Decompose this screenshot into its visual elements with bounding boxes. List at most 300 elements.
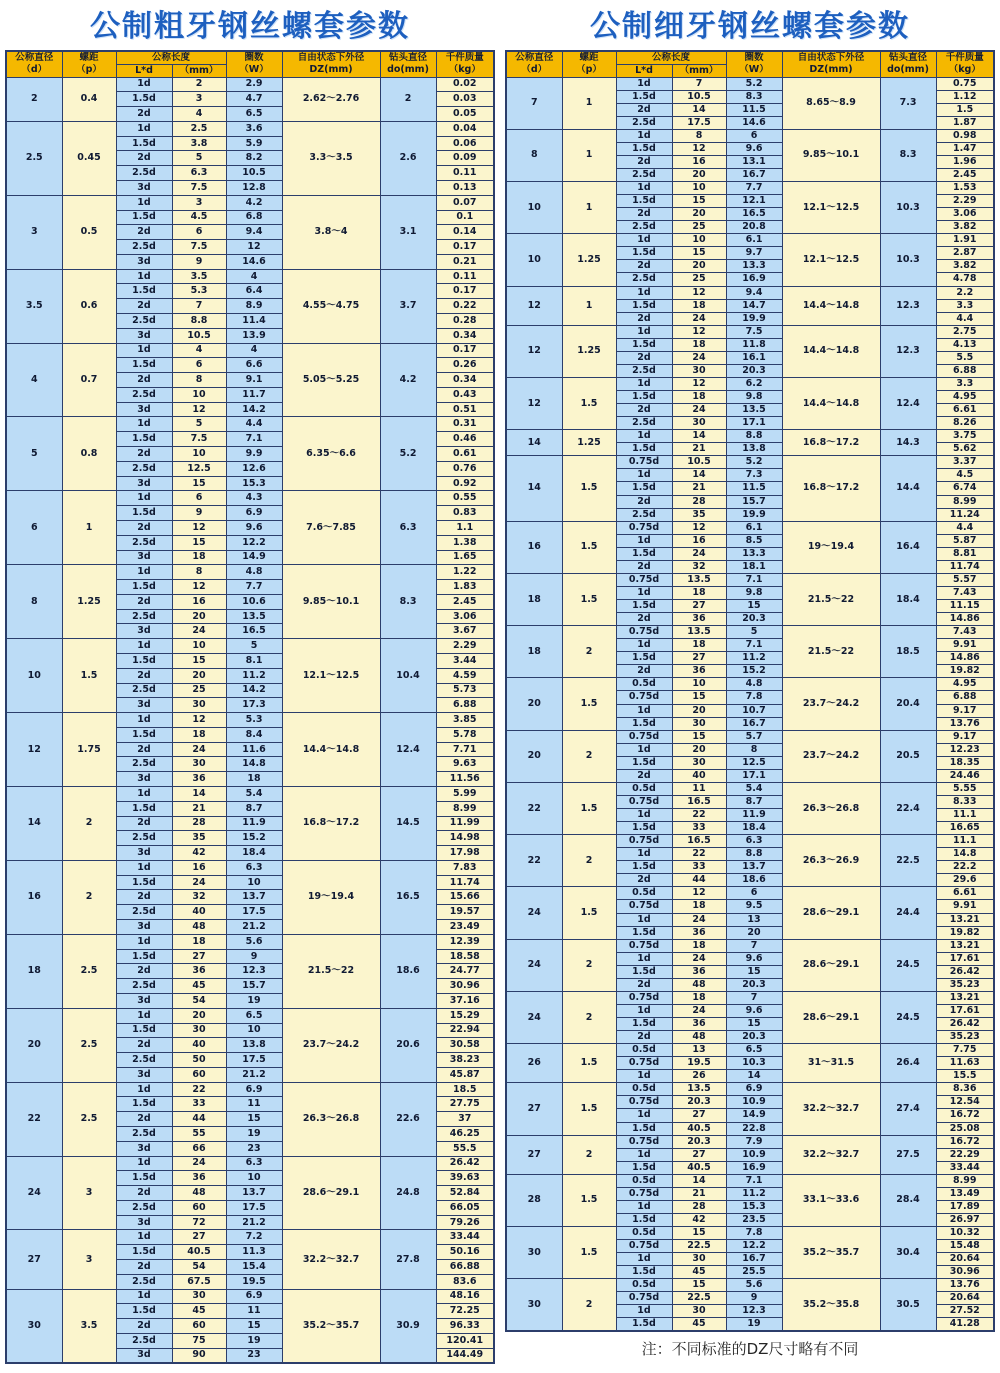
cell-free-outer-diameter: 31～31.5: [782, 1044, 880, 1083]
cell-length-ratio: 0.75d: [616, 1135, 672, 1148]
cell-nominal-diameter: 10: [6, 639, 62, 713]
cell-mass-per-1000: 0.02: [436, 77, 494, 92]
cell-mass-per-1000: 6.88: [936, 691, 994, 704]
cell-length-mm: 36: [172, 1171, 226, 1186]
cell-length-mm: 44: [672, 874, 726, 887]
cell-mass-per-1000: 11.99: [436, 816, 494, 831]
cell-coils: 9.6: [726, 952, 782, 965]
cell-length-mm: 18: [672, 299, 726, 312]
cell-length-ratio: 3d: [116, 254, 172, 269]
cell-length-mm: 10: [672, 234, 726, 247]
cell-mass-per-1000: 8.99: [936, 1174, 994, 1187]
cell-length-ratio: 2.5d: [116, 609, 172, 624]
cell-free-outer-diameter: 16.8～17.2: [782, 456, 880, 521]
col-header-coils: 圈数: [726, 51, 782, 64]
cell-mass-per-1000: 5.78: [436, 727, 494, 742]
cell-mass-per-1000: 27.52: [936, 1305, 994, 1318]
cell-length-mm: 15: [172, 476, 226, 491]
cell-length-mm: 12: [172, 520, 226, 535]
table-row: [506, 1083, 994, 1096]
col-header-drill-diameter: 钻头直径: [380, 51, 436, 64]
cell-length-ratio: 2d: [616, 208, 672, 221]
cell-drill-diameter: 12.3: [880, 325, 936, 377]
table-row: [6, 195, 494, 210]
table-row: [6, 1008, 494, 1023]
cell-mass-per-1000: 79.26: [436, 1215, 494, 1230]
cell-drill-diameter: 24.8: [380, 1156, 436, 1230]
table-row: [506, 521, 994, 534]
cell-length-ratio: 1.5d: [116, 1023, 172, 1038]
col-subheader-kg: （kg）: [436, 64, 494, 77]
cell-length-ratio: 0.5d: [616, 678, 672, 691]
cell-length-mm: 15: [672, 730, 726, 743]
cell-length-mm: 13.5: [672, 1083, 726, 1096]
cell-length-mm: 14: [672, 430, 726, 443]
cell-length-mm: 21: [672, 443, 726, 456]
cell-length-mm: 25: [672, 221, 726, 234]
cell-mass-per-1000: 2.29: [436, 639, 494, 654]
col-header-mass-per-1000: 千件质量: [936, 51, 994, 64]
cell-drill-diameter: 16.5: [380, 860, 436, 934]
table-row: [6, 77, 494, 92]
cell-coils: 7.1: [726, 1174, 782, 1187]
cell-drill-diameter: 24.4: [880, 887, 936, 939]
cell-drill-diameter: 22.5: [880, 835, 936, 887]
cell-coils: 6.5: [226, 1008, 282, 1023]
cell-mass-per-1000: 0.17: [436, 343, 494, 358]
cell-mass-per-1000: 41.28: [936, 1318, 994, 1331]
cell-length-ratio: 1.5d: [116, 949, 172, 964]
cell-drill-diameter: 10.4: [380, 639, 436, 713]
cell-coils: 7.5: [726, 325, 782, 338]
cell-length-ratio: 1d: [116, 77, 172, 92]
cell-mass-per-1000: 3.3: [936, 377, 994, 390]
col-subheader-p: （p）: [62, 64, 116, 77]
cell-coils: 15: [726, 600, 782, 613]
cell-length-ratio: 1d: [616, 129, 672, 142]
col-subheader-p: （p）: [562, 64, 616, 77]
cell-coils: 7: [726, 939, 782, 952]
cell-length-mm: 13: [672, 1044, 726, 1057]
cell-drill-diameter: 7.3: [880, 77, 936, 129]
cell-length-ratio: 1d: [616, 234, 672, 247]
cell-mass-per-1000: 6.61: [936, 887, 994, 900]
cell-length-mm: 14: [672, 103, 726, 116]
cell-length-ratio: 0.5d: [616, 1227, 672, 1240]
cell-coils: 11.3: [226, 1245, 282, 1260]
table-row: [6, 787, 494, 802]
cell-length-mm: 36: [672, 1018, 726, 1031]
cell-length-mm: 15: [672, 247, 726, 260]
cell-length-mm: 21: [672, 482, 726, 495]
cell-length-mm: 60: [172, 1200, 226, 1215]
cell-mass-per-1000: 19.82: [936, 926, 994, 939]
cell-length-ratio: 0.5d: [616, 782, 672, 795]
cell-length-mm: 33: [672, 861, 726, 874]
cell-coils: 7.9: [726, 1135, 782, 1148]
cell-length-mm: 24: [672, 351, 726, 364]
cell-coils: 22.8: [726, 1122, 782, 1135]
cell-coils: 16.9: [726, 273, 782, 286]
cell-coils: 16.9: [726, 1161, 782, 1174]
cell-pitch: 2: [562, 626, 616, 678]
cell-length-mm: 27: [172, 1230, 226, 1245]
cell-mass-per-1000: 1.91: [936, 234, 994, 247]
cell-coils: 7.8: [726, 691, 782, 704]
cell-length-ratio: 1d: [116, 1156, 172, 1171]
cell-coils: 10.7: [726, 704, 782, 717]
table-row: [506, 730, 994, 743]
cell-coils: 9.8: [726, 586, 782, 599]
cell-mass-per-1000: 4.4: [936, 521, 994, 534]
cell-mass-per-1000: 0.43: [436, 387, 494, 402]
cell-mass-per-1000: 0.17: [436, 240, 494, 255]
cell-pitch: 1.5: [62, 639, 116, 713]
cell-nominal-diameter: 16: [6, 860, 62, 934]
cell-length-mm: 26: [672, 1070, 726, 1083]
cell-mass-per-1000: 8.33: [936, 795, 994, 808]
cell-coils: 8.4: [226, 727, 282, 742]
cell-mass-per-1000: 48.16: [436, 1289, 494, 1304]
cell-length-mm: 27: [672, 600, 726, 613]
fine-thread-panel: [500, 0, 1000, 1373]
cell-mass-per-1000: 17.98: [436, 846, 494, 861]
cell-length-ratio: 0.75d: [616, 626, 672, 639]
cell-length-ratio: 1d: [616, 809, 672, 822]
cell-coils: 20.3: [726, 978, 782, 991]
cell-mass-per-1000: 23.49: [436, 920, 494, 935]
cell-length-ratio: 2d: [616, 103, 672, 116]
cell-coils: 6.9: [226, 1082, 282, 1097]
cell-length-mm: 20: [672, 168, 726, 181]
cell-length-ratio: 0.5d: [616, 1044, 672, 1057]
cell-drill-diameter: 2: [380, 77, 436, 121]
cell-length-ratio: 1.5d: [116, 1245, 172, 1260]
cell-coils: 6.1: [726, 234, 782, 247]
cell-coils: 6.9: [226, 1289, 282, 1304]
cell-length-mm: 18: [672, 939, 726, 952]
cell-coils: 11.6: [226, 742, 282, 757]
cell-drill-diameter: 30.5: [880, 1279, 936, 1331]
cell-length-mm: 27: [672, 1109, 726, 1122]
cell-length-ratio: 2d: [116, 668, 172, 683]
table-row: [6, 934, 494, 949]
cell-coils: 15.2: [226, 831, 282, 846]
cell-length-ratio: 1.5d: [116, 92, 172, 107]
cell-pitch: 0.45: [62, 121, 116, 195]
cell-coils: 17.5: [226, 1200, 282, 1215]
cell-length-ratio: 2d: [116, 742, 172, 757]
cell-nominal-diameter: 12: [6, 713, 62, 787]
cell-mass-per-1000: 25.08: [936, 1122, 994, 1135]
cell-mass-per-1000: 3.06: [436, 609, 494, 624]
cell-mass-per-1000: 0.07: [436, 195, 494, 210]
cell-nominal-diameter: 18: [6, 934, 62, 1008]
cell-coils: 14: [726, 1070, 782, 1083]
cell-mass-per-1000: 9.17: [936, 704, 994, 717]
cell-length-mm: 24: [172, 624, 226, 639]
cell-length-ratio: 2.5d: [116, 683, 172, 698]
cell-length-mm: 9: [172, 254, 226, 269]
table-row: [506, 325, 994, 338]
cell-length-ratio: 2d: [116, 1319, 172, 1334]
cell-length-ratio: 1d: [616, 430, 672, 443]
cell-coils: 23.5: [726, 1213, 782, 1226]
cell-mass-per-1000: 1.12: [936, 90, 994, 103]
cell-length-ratio: 2.5d: [116, 461, 172, 476]
col-header-nominal-length: 公称长度: [116, 51, 226, 64]
cell-length-mm: 2.5: [172, 121, 226, 136]
cell-mass-per-1000: 0.46: [436, 432, 494, 447]
cell-length-mm: 13.5: [672, 573, 726, 586]
cell-length-ratio: 1.5d: [116, 801, 172, 816]
cell-length-mm: 33: [172, 1097, 226, 1112]
cell-drill-diameter: 10.3: [880, 182, 936, 234]
cell-coils: 12.8: [226, 180, 282, 195]
cell-length-mm: 30: [672, 756, 726, 769]
cell-length-ratio: 1.5d: [116, 875, 172, 890]
cell-coils: 6.1: [726, 521, 782, 534]
cell-length-ratio: 2d: [116, 225, 172, 240]
cell-coils: 7.2: [226, 1230, 282, 1245]
cell-length-mm: 54: [172, 1260, 226, 1275]
cell-length-ratio: 1d: [116, 1289, 172, 1304]
cell-length-mm: 12: [672, 377, 726, 390]
cell-coils: 15.7: [726, 495, 782, 508]
cell-length-ratio: 0.75d: [616, 1057, 672, 1070]
cell-coils: 15.3: [726, 1200, 782, 1213]
table-row: [506, 1227, 994, 1240]
cell-length-mm: 21: [672, 1187, 726, 1200]
cell-mass-per-1000: 8.99: [436, 801, 494, 816]
cell-nominal-diameter: 24: [506, 939, 562, 991]
cell-mass-per-1000: 30.96: [436, 979, 494, 994]
cell-length-ratio: 1d: [116, 787, 172, 802]
cell-length-ratio: 0.75d: [616, 1240, 672, 1253]
cell-length-mm: 20: [672, 743, 726, 756]
cell-mass-per-1000: 20.64: [936, 1292, 994, 1305]
cell-coils: 19.9: [726, 312, 782, 325]
cell-mass-per-1000: 12.39: [436, 934, 494, 949]
coarse-table-title: 公制粗牙钢丝螺套参数: [90, 9, 410, 44]
cell-pitch: 2: [562, 1279, 616, 1331]
table-row: [506, 182, 994, 195]
cell-coils: 19: [226, 1126, 282, 1141]
cell-nominal-diameter: 24: [506, 991, 562, 1043]
cell-mass-per-1000: 0.11: [436, 166, 494, 181]
cell-nominal-diameter: 8: [6, 565, 62, 639]
cell-mass-per-1000: 3.3: [936, 299, 994, 312]
cell-free-outer-diameter: 28.6～29.1: [282, 1156, 380, 1230]
cell-pitch: 2: [62, 860, 116, 934]
cell-length-mm: 55: [172, 1126, 226, 1141]
cell-mass-per-1000: 4.59: [436, 668, 494, 683]
cell-length-ratio: 2.5d: [616, 508, 672, 521]
cell-length-ratio: 2.5d: [616, 116, 672, 129]
cell-length-mm: 13.5: [672, 626, 726, 639]
cell-free-outer-diameter: 28.6～29.1: [782, 939, 880, 991]
cell-coils: 4.4: [226, 417, 282, 432]
cell-length-mm: 28: [672, 495, 726, 508]
cell-length-mm: 48: [672, 1031, 726, 1044]
cell-length-ratio: 3d: [116, 1141, 172, 1156]
cell-length-mm: 20: [172, 609, 226, 624]
cell-length-ratio: 1d: [116, 121, 172, 136]
cell-nominal-diameter: 27: [506, 1083, 562, 1135]
cell-length-ratio: 1d: [116, 639, 172, 654]
cell-coils: 11.2: [726, 652, 782, 665]
cell-length-ratio: 1.5d: [616, 547, 672, 560]
cell-mass-per-1000: 66.88: [436, 1260, 494, 1275]
cell-mass-per-1000: 24.77: [436, 964, 494, 979]
cell-length-ratio: 1d: [616, 182, 672, 195]
cell-coils: 15.7: [226, 979, 282, 994]
table-row: [6, 565, 494, 580]
cell-length-ratio: 1d: [116, 1230, 172, 1245]
table-row: [506, 377, 994, 390]
cell-nominal-diameter: 22: [506, 835, 562, 887]
cell-length-mm: 4: [172, 343, 226, 358]
col-header-mass-per-1000: 千件质量: [436, 51, 494, 64]
cell-nominal-diameter: 10: [506, 182, 562, 234]
cell-length-mm: 7: [172, 299, 226, 314]
cell-length-mm: 24: [172, 875, 226, 890]
cell-length-ratio: 3d: [116, 180, 172, 195]
cell-pitch: 3: [62, 1156, 116, 1230]
cell-mass-per-1000: 22.2: [936, 861, 994, 874]
col-header-free-outer-diameter: 自由状态下外径: [782, 51, 880, 64]
cell-length-mm: 30: [672, 417, 726, 430]
cell-length-ratio: 1.5d: [616, 1266, 672, 1279]
cell-length-ratio: 1d: [616, 1305, 672, 1318]
cell-length-mm: 35: [172, 831, 226, 846]
cell-coils: 7.1: [726, 639, 782, 652]
cell-mass-per-1000: 6.74: [936, 482, 994, 495]
cell-length-mm: 24: [672, 952, 726, 965]
cell-length-mm: 12: [172, 580, 226, 595]
cell-nominal-diameter: 2.5: [6, 121, 62, 195]
cell-mass-per-1000: 3.85: [436, 713, 494, 728]
table-row: [6, 1230, 494, 1245]
cell-mass-per-1000: 7.83: [436, 860, 494, 875]
cell-coils: 17.1: [726, 417, 782, 430]
cell-length-mm: 54: [172, 993, 226, 1008]
cell-length-ratio: 2d: [616, 665, 672, 678]
cell-length-mm: 25: [172, 683, 226, 698]
cell-length-mm: 18: [672, 586, 726, 599]
cell-coils: 5.2: [726, 77, 782, 90]
cell-length-ratio: 2d: [116, 1038, 172, 1053]
cell-length-ratio: 1d: [616, 1004, 672, 1017]
cell-length-mm: 10.5: [672, 90, 726, 103]
cell-mass-per-1000: 1.5: [936, 103, 994, 116]
cell-length-ratio: 3d: [116, 624, 172, 639]
cell-drill-diameter: 12.4: [880, 377, 936, 429]
cell-length-ratio: 1.5d: [116, 1097, 172, 1112]
cell-length-ratio: 1.5d: [616, 482, 672, 495]
cell-length-ratio: 1.5d: [116, 1304, 172, 1319]
cell-length-ratio: 1d: [616, 377, 672, 390]
col-header-coils: 圈数: [226, 51, 282, 64]
cell-length-ratio: 3d: [116, 846, 172, 861]
cell-length-ratio: 2.5d: [616, 364, 672, 377]
cell-coils: 9.6: [726, 142, 782, 155]
cell-length-mm: 24: [172, 742, 226, 757]
cell-pitch: 2: [562, 991, 616, 1043]
cell-coils: 11.5: [726, 103, 782, 116]
col-header-pitch: 螺距: [562, 51, 616, 64]
cell-length-mm: 30: [172, 1023, 226, 1038]
cell-nominal-diameter: 3.5: [6, 269, 62, 343]
col-subheader-kg: （kg）: [936, 64, 994, 77]
cell-length-ratio: 3d: [116, 993, 172, 1008]
cell-mass-per-1000: 2.87: [936, 247, 994, 260]
cell-drill-diameter: 20.4: [880, 678, 936, 730]
cell-coils: 12.2: [726, 1240, 782, 1253]
cell-drill-diameter: 27.5: [880, 1135, 936, 1174]
cell-length-ratio: 1.5d: [116, 136, 172, 151]
cell-coils: 8.1: [226, 653, 282, 668]
cell-mass-per-1000: 5.5: [936, 351, 994, 364]
cell-length-mm: 24: [672, 312, 726, 325]
cell-length-ratio: 2.5d: [116, 1200, 172, 1215]
cell-free-outer-diameter: 19～19.4: [282, 860, 380, 934]
cell-coils: 21.2: [226, 920, 282, 935]
cell-mass-per-1000: 26.42: [436, 1156, 494, 1171]
cell-coils: 16.7: [726, 168, 782, 181]
cell-nominal-diameter: 24: [6, 1156, 62, 1230]
cell-mass-per-1000: 0.11: [436, 269, 494, 284]
cell-length-mm: 27: [672, 1148, 726, 1161]
cell-pitch: 1: [562, 286, 616, 325]
cell-mass-per-1000: 29.6: [936, 874, 994, 887]
cell-free-outer-diameter: 6.35～6.6: [282, 417, 380, 491]
table-row: [506, 626, 994, 639]
cell-length-ratio: 2d: [616, 560, 672, 573]
cell-nominal-diameter: 24: [506, 887, 562, 939]
cell-coils: 6.6: [226, 358, 282, 373]
cell-free-outer-diameter: 35.2～35.7: [782, 1227, 880, 1279]
cell-length-ratio: 0.75d: [616, 1096, 672, 1109]
cell-coils: 14.8: [226, 757, 282, 772]
cell-length-ratio: 1.5d: [616, 299, 672, 312]
table-row: [506, 77, 994, 90]
cell-coils: 9.1: [226, 373, 282, 388]
cell-mass-per-1000: 2.45: [436, 594, 494, 609]
cell-coils: 8: [726, 743, 782, 756]
cell-coils: 9: [226, 949, 282, 964]
cell-length-mm: 6.3: [172, 166, 226, 181]
cell-length-mm: 4.5: [172, 210, 226, 225]
cell-length-ratio: 3d: [116, 550, 172, 565]
table-row: [6, 121, 494, 136]
cell-length-ratio: 2d: [616, 351, 672, 364]
cell-coils: 15: [726, 1018, 782, 1031]
cell-drill-diameter: 20.5: [880, 730, 936, 782]
cell-mass-per-1000: 3.37: [936, 456, 994, 469]
cell-mass-per-1000: 26.42: [936, 965, 994, 978]
cell-mass-per-1000: 0.09: [436, 151, 494, 166]
cell-length-mm: 44: [172, 1112, 226, 1127]
table-row: [6, 417, 494, 432]
cell-length-ratio: 1d: [116, 417, 172, 432]
cell-length-mm: 32: [172, 890, 226, 905]
cell-length-ratio: 1.5d: [616, 338, 672, 351]
cell-mass-per-1000: 13.76: [936, 1279, 994, 1292]
cell-mass-per-1000: 16.65: [936, 822, 994, 835]
cell-length-mm: 12: [172, 713, 226, 728]
coarse-thread-table: [5, 50, 495, 1364]
